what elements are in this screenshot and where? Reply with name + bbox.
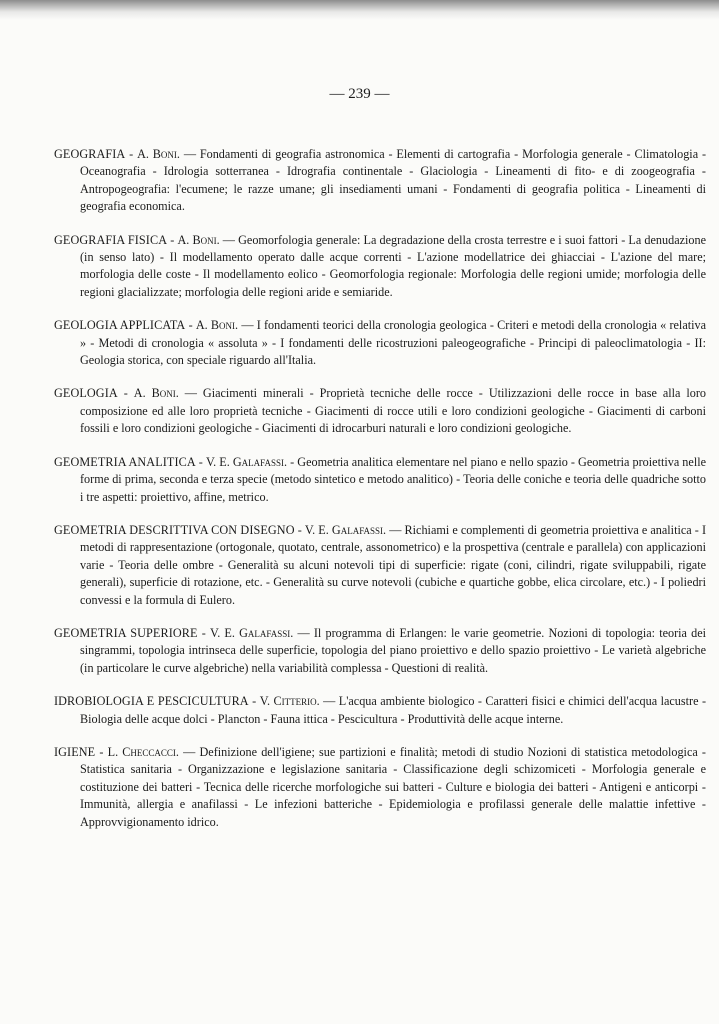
- course-entry: GEOMETRIA SUPERIORE - V. E. Galafassi. — Il programma di Erlangen: le varie geometrie. Nozioni di topologia: teoria dei singrammi, topologia intrinseca delle superficie, topologia del piano proiettivo e dello spazio proiettivo - Le varietà algebriche (in particolare le curve algebriche) nella variabilità complessa - Questioni di realità.: [54, 625, 707, 675]
- course-entry: GEOMETRIA ANALITICA - V. E. Galafassi. - Geometria analitica elementare nel piano e nello spazio - Geometria proiettiva nelle forme di prima, seconda e terza specie (metodo sintetico e metodo analitico) - Teoria delle coniche e teoria delle quadriche sotto i tre aspetti: proiettivo, affine, metrico.: [54, 454, 706, 504]
- course-entry: GEOLOGIA - A. Boni. — Giacimenti minerali - Proprietà tecniche delle rocce - Utilizzazioni delle rocce in base alla loro composizione ed alle loro proprietà tecniche - Giacimenti di rocce utili e loro condizioni geologiche - Giacimenti di carboni fossili e loro condizioni geologiche - Giacimenti di idrocarburi naturali e loro condizioni geologiche.: [54, 386, 707, 436]
- course-subject: GEOLOGIA: [54, 386, 118, 401]
- course-entry: GEOGRAFIA FISICA - A. Boni. — Geomorfologia generale: La degradazione della crosta terrestre e i suoi fattori - La denudazione (in senso lato) - Il modellamento operato dalle acque correnti - L'azione modellatrice dei ghiacciai - L'azione del mare; morfologia delle coste - Il modellamento eolico - Geomorfologia regionale: Morfologia delle regioni umide; morfologia delle regioni glacializzate; morfologia delle regioni aride e semiaride.: [54, 232, 707, 299]
- course-description: — L'acqua ambiente biologico - Caratteri fisici e chimici dell'acqua lacustre - Biologia delle acque dolci - Plancton - Fauna ittica - Pescicultura - Produttività delle acque interne.: [80, 694, 707, 726]
- course-author: V. Citterio.: [259, 694, 320, 709]
- course-description: — Fondamenti di geografia astronomica - Elementi di cartografia - Morfologia generale - Climatologia - Oceanografia - Idrologia sotterranea - Idrografia continentale - Glaciologia - Lineamenti di fito- e di zoogeografia - Antropogeografia: l'ecumene; le razze umane; gli insediamenti umani - Fondamenti di geografia politica - Lineamenti di geografia economica.: [80, 147, 707, 214]
- course-list: [54, 146, 706, 847]
- page-number: — 239 —: [329, 86, 390, 102]
- course-author: A. Boni.: [137, 147, 180, 161]
- course-description: — Giacimenti minerali - Proprietà tecniche delle rocce - Utilizzazioni delle rocce in base alla loro composizione ed alle loro proprietà tecniche - Giacimenti di rocce utili e loro condizioni geologiche - Giacimenti di carboni fossili e loro condizioni geologiche - Giacimenti di idrocarburi naturali e loro condizioni geologiche.: [80, 386, 707, 436]
- scan-edge-shadow: [0, 0, 719, 20]
- course-author: A. Boni.: [195, 318, 239, 333]
- course-entry: GEOGRAFIA - A. Boni. — Fondamenti di geografia astronomica - Elementi di cartografia - Morfologia generale - Climatologia - Oceanografia - Idrologia sotterranea - Idrografia continentale - Glaciologia - Lineamenti di fito- e di zoogeografia - Antropogeografia: l'ecumene; le razze umane; gli insediamenti umani - Fondamenti di geografia politica - Lineamenti di geografia economica.: [54, 147, 707, 214]
- course-subject: IDROBIOLOGIA E PESCICULTURA: [54, 694, 249, 709]
- course-description: — Definizione dell'igiene; sue partizioni e finalità; metodi di studio Nozioni di statistica metodologica - Statistica sanitaria - Organizzazione e legislazione sanitaria - Classificazione degli schizomiceti - Morfologia generale e costituzione dei batteri - Tecnica delle ricerche morfologiche sui batteri - Culture e biologia dei batteri - Antigeni e anticorpi - Immunità, allergia e anafilassi - Le infezioni batteriche - Epidemiologia e profilassi generale delle malattie infettive - Approvvigionamento idrico.: [80, 744, 706, 829]
- course-entry: IGIENE - L. Checcacci. — Definizione dell'igiene; sue partizioni e finalità; metodi di studio Nozioni di statistica metodologica - Statistica sanitaria - Organizzazione e legislazione sanitaria - Classificazione degli schizomiceti - Morfologia generale e costituzione dei batteri - Tecnica delle ricerche morfologiche sui batteri - Culture e biologia dei batteri - Antigeni e anticorpi - Immunità, allergia e anafilassi - Le infezioni batteriche - Epidemiologia e profilassi generale delle malattie infettive - Approvvigionamento idrico.: [54, 744, 706, 829]
- course-subject: GEOGRAFIA FISICA: [54, 232, 168, 247]
- course-description: — Geomorfologia generale: La degradazione della crosta terrestre e i suoi fattori - La denudazione (in senso lato) - Il modellamento operato dalle acque correnti - L'azione modellatrice dei ghiacciai - L'azione del mare; morfologia delle coste - Il modellamento eolico - Geomorfologia regionale: Morfologia delle regioni umide; morfologia delle regioni glacializzate; morfologia delle regioni aride e semiaride.: [80, 232, 707, 299]
- course-description: - Geometria analitica elementare nel piano e nello spazio - Geometria proiettiva nelle forme di prima, seconda e terza specie (metodo sintetico e metodo analitico) - Teoria delle coniche e teoria delle quadriche sotto i tre aspetti: proiettivo, affine, metrico.: [80, 454, 706, 504]
- course-subject: GEOMETRIA DESCRITTIVA CON DISEGNO: [54, 522, 295, 537]
- course-author: V. E. Galafassi.: [304, 522, 387, 537]
- course-description: — Il programma di Erlangen: le varie geometrie. Nozioni di topologia: teoria dei singrammi, topologia intrinseca delle superficie, topologia del piano proiettivo e dello spazio proiettivo - Le varietà algebriche (in particolare le curve algebriche) nella variabilità complessa - Questioni di realità.: [80, 625, 707, 675]
- course-subject: GEOMETRIA SUPERIORE: [54, 625, 198, 640]
- course-description: — Richiami e complementi di geometria proiettiva e analitica - I metodi di rappresentazione (ortogonale, quotato, centrale, assonometrico) e la prospettiva (centrale e parallela) con applicazioni varie - Teoria delle ombre - Generalità su alcuni notevoli tipi di superficie: rigate (coni, cilindri, rigate sviluppabili, rigate generali), superficie di rotazione, etc. - Generalità su curve notevoli (cubiche e quartiche gobbe, elica circolare, etc.) - I poliedri convessi e la formula di Eulero.: [80, 522, 707, 607]
- course-author: V. E. Galafassi.: [205, 454, 288, 469]
- course-entry: GEOMETRIA DESCRITTIVA CON DISEGNO - V. E. Galafassi. — Richiami e complementi di geometria proiettiva e analitica - I metodi di rappresentazione (ortogonale, quotato, centrale, assonometrico) e la prospettiva (centrale e parallela) con applicazioni varie - Teoria delle ombre - Generalità su alcuni notevoli tipi di superficie: rigate (coni, cilindri, rigate sviluppabili, rigate generali), superficie di rotazione, etc. - Generalità su curve notevoli (cubiche e quartiche gobbe, elica circolare, etc.) - I poliedri convessi e la formula di Eulero.: [54, 522, 707, 607]
- course-subject: GEOGRAFIA: [54, 147, 126, 161]
- course-subject: IGIENE: [54, 744, 96, 759]
- course-entry: GEOLOGIA APPLICATA - A. Boni. — I fondamenti teorici della cronologia geologica - Criteri e metodi della cronologia « relativa » - Metodi di cronologia « assoluta » - I fondamenti delle ricostruzioni paleogeografiche - Principi di paleoclimatologia - II: Geologia storica, con speciale riguardo all'Italia.: [54, 318, 706, 368]
- course-author: L. Checcacci.: [107, 744, 179, 759]
- course-entry: IDROBIOLOGIA E PESCICULTURA - V. Citterio. — L'acqua ambiente biologico - Caratteri fisici e chimici dell'acqua lacustre - Biologia delle acque dolci - Plancton - Fauna ittica - Pescicultura - Produttività delle acque interne.: [54, 694, 707, 726]
- course-author: V. E. Galafassi.: [209, 625, 294, 640]
- course-subject: GEOLOGIA APPLICATA: [54, 318, 186, 333]
- course-subject: GEOMETRIA ANALITICA: [54, 454, 196, 469]
- course-author: A. Boni.: [177, 232, 220, 247]
- course-description: — I fondamenti teorici della cronologia geologica - Criteri e metodi della cronologia « relativa » - Metodi di cronologia « assoluta » - I fondamenti delle ricostruzioni paleogeografiche - Principi di paleoclimatologia - II: Geologia storica, con speciale riguardo all'Italia.: [80, 318, 706, 368]
- course-author: A. Boni.: [133, 386, 179, 401]
